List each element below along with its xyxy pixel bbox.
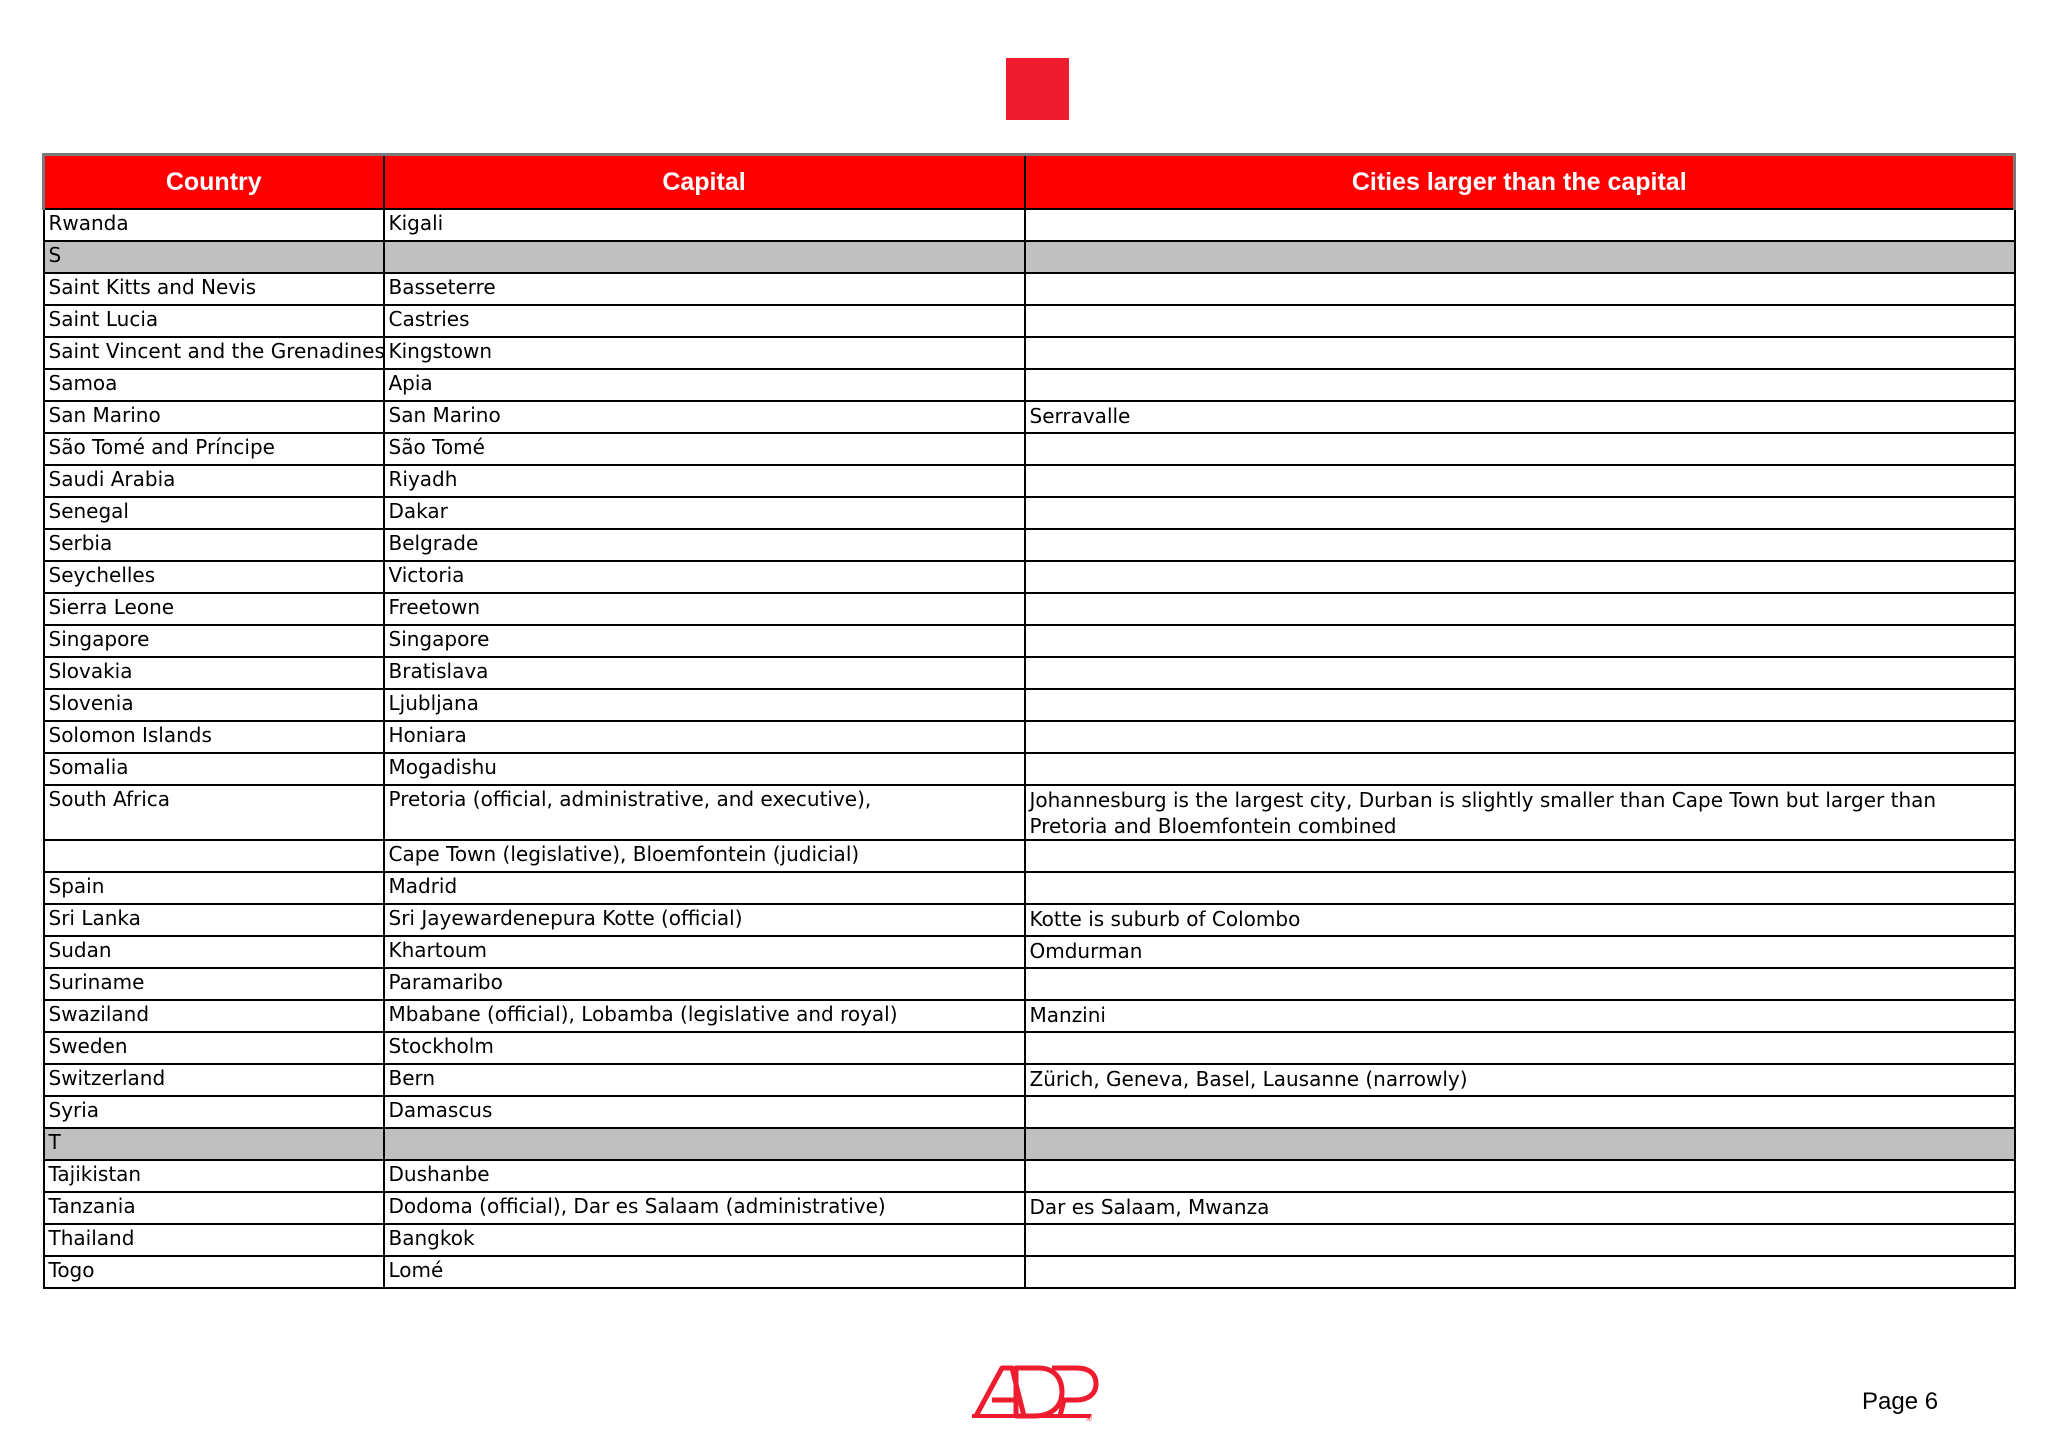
country-cell: Slovakia	[44, 657, 384, 689]
cities-cell	[1025, 753, 2015, 785]
capital-cell: Madrid	[384, 872, 1025, 904]
registered-mark: ®	[1086, 1414, 1092, 1422]
cities-cell	[1025, 1224, 2015, 1256]
cities-cell	[1025, 1128, 2015, 1160]
cities-cell	[1025, 593, 2015, 625]
capital-cell: Castries	[384, 305, 1025, 337]
country-cell: Thailand	[44, 1224, 384, 1256]
country-cell: Saint Vincent and the Grenadines	[44, 337, 384, 369]
table-row	[44, 689, 2015, 721]
country-cell: S	[44, 241, 384, 273]
country-cell: Samoa	[44, 369, 384, 401]
cities-cell	[1025, 497, 2015, 529]
cities-cell	[1025, 625, 2015, 657]
country-cell: Sierra Leone	[44, 593, 384, 625]
table-row	[44, 401, 2015, 433]
table-row	[44, 369, 2015, 401]
capital-cell: Belgrade	[384, 529, 1025, 561]
brand-square	[1006, 58, 1069, 120]
country-cell: Tanzania	[44, 1192, 384, 1224]
table-row	[44, 433, 2015, 465]
cities-cell	[1025, 305, 2015, 337]
country-cell: Somalia	[44, 753, 384, 785]
capital-cell: Honiara	[384, 721, 1025, 753]
capital-cell: Ljubljana	[384, 689, 1025, 721]
capital-cell	[384, 1128, 1025, 1160]
capital-cell: Dushanbe	[384, 1160, 1025, 1192]
capitals-table	[42, 153, 2016, 1289]
table-row	[44, 721, 2015, 753]
table-row	[44, 872, 2015, 904]
country-cell: Saudi Arabia	[44, 465, 384, 497]
table-row	[44, 273, 2015, 305]
table-row	[44, 1064, 2015, 1096]
table-body	[44, 209, 2015, 1288]
capital-cell: Lomé	[384, 1256, 1025, 1288]
cities-cell	[1025, 209, 2015, 241]
table-row	[44, 840, 2015, 872]
cities-cell	[1025, 689, 2015, 721]
cities-cell	[1025, 1096, 2015, 1128]
capital-cell: Sri Jayewardenepura Kotte (official)	[384, 904, 1025, 936]
cities-cell	[1025, 657, 2015, 689]
capital-cell: Kingstown	[384, 337, 1025, 369]
country-cell: Spain	[44, 872, 384, 904]
table-row	[44, 1256, 2015, 1288]
capital-cell: Bratislava	[384, 657, 1025, 689]
table-row	[44, 657, 2015, 689]
table-row	[44, 904, 2015, 936]
capital-cell: Freetown	[384, 593, 1025, 625]
table-row	[44, 1160, 2015, 1192]
cities-cell	[1025, 561, 2015, 593]
cities-cell	[1025, 465, 2015, 497]
capital-cell: Mbabane (official), Lobamba (legislative and royal)	[384, 1000, 1025, 1032]
cities-cell: Johannesburg is the largest city, Durban is slightly smaller than Cape Town but larger than Pretoria and Bloemfontein combined	[1025, 785, 2015, 840]
cities-cell: Zürich, Geneva, Basel, Lausanne (narrowly)	[1025, 1064, 2015, 1096]
country-cell: Sudan	[44, 936, 384, 968]
cities-cell	[1025, 1032, 2015, 1064]
table-row	[44, 753, 2015, 785]
country-cell: Seychelles	[44, 561, 384, 593]
cities-cell: Omdurman	[1025, 936, 2015, 968]
country-cell: Saint Lucia	[44, 305, 384, 337]
country-cell: Syria	[44, 1096, 384, 1128]
table-row	[44, 1224, 2015, 1256]
cities-cell	[1025, 273, 2015, 305]
cities-cell	[1025, 337, 2015, 369]
country-cell: Senegal	[44, 497, 384, 529]
cities-cell	[1025, 968, 2015, 1000]
table-row	[44, 1192, 2015, 1224]
letter-divider-row	[44, 241, 2015, 273]
cities-cell: Serravalle	[1025, 401, 2015, 433]
capital-cell: Riyadh	[384, 465, 1025, 497]
capital-cell: São Tomé	[384, 433, 1025, 465]
column-header-capital: Capital	[384, 155, 1025, 210]
table-row	[44, 305, 2015, 337]
capital-cell: Cape Town (legislative), Bloemfontein (judicial)	[384, 840, 1025, 872]
country-cell: Tajikistan	[44, 1160, 384, 1192]
capital-cell: Bangkok	[384, 1224, 1025, 1256]
capital-cell: Paramaribo	[384, 968, 1025, 1000]
cities-cell: Kotte is suburb of Colombo	[1025, 904, 2015, 936]
capital-cell: Damascus	[384, 1096, 1025, 1128]
table-row	[44, 968, 2015, 1000]
country-cell: South Africa	[44, 785, 384, 840]
capital-cell: Khartoum	[384, 936, 1025, 968]
capital-cell: Bern	[384, 1064, 1025, 1096]
table-row	[44, 337, 2015, 369]
table-row	[44, 785, 2015, 840]
country-cell: Switzerland	[44, 1064, 384, 1096]
capital-cell: Mogadishu	[384, 753, 1025, 785]
column-header-cities: Cities larger than the capital	[1025, 155, 2015, 210]
table-row	[44, 625, 2015, 657]
country-cell: São Tomé and Príncipe	[44, 433, 384, 465]
cities-cell	[1025, 721, 2015, 753]
capital-cell: Singapore	[384, 625, 1025, 657]
capital-cell	[384, 241, 1025, 273]
letter-divider-row	[44, 1128, 2015, 1160]
country-cell: Saint Kitts and Nevis	[44, 273, 384, 305]
capital-cell: Apia	[384, 369, 1025, 401]
capital-cell: Stockholm	[384, 1032, 1025, 1064]
table-header-row	[44, 155, 2015, 210]
column-header-country: Country	[44, 155, 384, 210]
cities-cell	[1025, 369, 2015, 401]
capital-cell: Pretoria (official, administrative, and executive),	[384, 785, 1025, 840]
country-cell: Togo	[44, 1256, 384, 1288]
capital-cell: San Marino	[384, 401, 1025, 433]
country-cell: Rwanda	[44, 209, 384, 241]
table-row	[44, 209, 2015, 241]
cities-cell	[1025, 433, 2015, 465]
country-cell: San Marino	[44, 401, 384, 433]
table-row	[44, 1032, 2015, 1064]
country-cell: Slovenia	[44, 689, 384, 721]
country-cell: Solomon Islands	[44, 721, 384, 753]
cities-cell	[1025, 1256, 2015, 1288]
table-row	[44, 1000, 2015, 1032]
capital-cell: Basseterre	[384, 273, 1025, 305]
capital-cell: Victoria	[384, 561, 1025, 593]
cities-cell	[1025, 529, 2015, 561]
country-cell: Serbia	[44, 529, 384, 561]
country-cell: Sri Lanka	[44, 904, 384, 936]
table-row	[44, 561, 2015, 593]
country-cell: T	[44, 1128, 384, 1160]
table-row	[44, 497, 2015, 529]
cities-cell: Dar es Salaam, Mwanza	[1025, 1192, 2015, 1224]
table-row	[44, 593, 2015, 625]
table-row	[44, 1096, 2015, 1128]
country-cell: Swaziland	[44, 1000, 384, 1032]
capital-cell: Kigali	[384, 209, 1025, 241]
capital-cell: Dodoma (official), Dar es Salaam (administrative)	[384, 1192, 1025, 1224]
table-row	[44, 529, 2015, 561]
capital-cell: Dakar	[384, 497, 1025, 529]
cities-cell	[1025, 840, 2015, 872]
country-cell: Singapore	[44, 625, 384, 657]
cities-cell	[1025, 872, 2015, 904]
cities-cell: Manzini	[1025, 1000, 2015, 1032]
table-row	[44, 936, 2015, 968]
table-row	[44, 465, 2015, 497]
page-number: Page 6	[1862, 1388, 1939, 1415]
country-cell: Suriname	[44, 968, 384, 1000]
country-cell	[44, 840, 384, 872]
cities-cell	[1025, 241, 2015, 273]
adp-logo	[972, 1360, 1100, 1422]
country-cell: Sweden	[44, 1032, 384, 1064]
cities-cell	[1025, 1160, 2015, 1192]
